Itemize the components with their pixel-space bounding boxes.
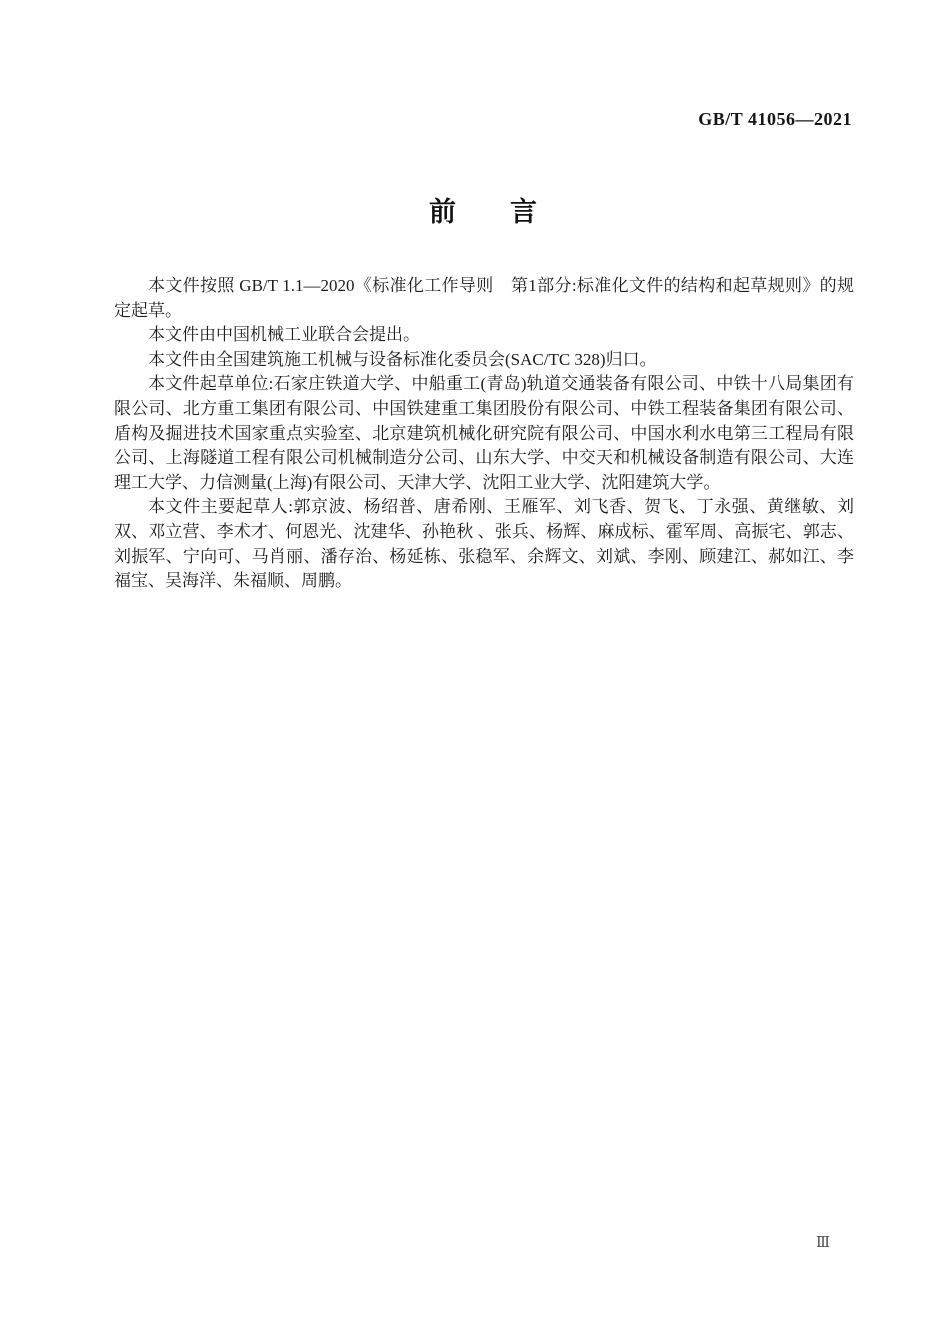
foreword-body [114,274,854,594]
standard-number: GB/T 41056—2021 [698,109,852,129]
foreword-paragraph-drafting-rules: 本文件按照 GB/T 1.1—2020《标准化工作导则 第1部分:标准化文件的结构和起草规则》的规定起草。 [114,276,854,320]
foreword-paragraph-drafting-organizations: 本文件起草单位:石家庄铁道大学、中船重工(青岛)轨道交通装备有限公司、中铁十八局集团有限公司、北方重工集团有限公司、中国铁建重工集团股份有限公司、中铁工程装备集团有限公司、盾构及掘进技术国家重点实验室、北京建筑机械化研究院有限公司、中国水利水电第三工程局有限公司、上海隧道工程有限公司机械制造分公司、山东大学、中交天和机械设备制造有限公司、大连理工大学、力信测量(上海)有限公司、天津大学、沈阳工业大学、沈阳建筑大学。 [114,374,854,492]
page-number: Ⅲ [816,1235,830,1251]
foreword-paragraph-main-drafters: 本文件主要起草人:郭京波、杨绍普、唐希刚、王雁军、刘飞香、贺飞、丁永强、黄继敏、刘双、邓立营、李术才、何恩光、沈建华、孙艳秋 、张兵、杨辉、麻成标、霍军周、高振宅、郭志、刘振军、宁向可、马肖丽、潘存治、杨延栋、张稳军、余辉文、刘斌、李刚、顾建江、郝如江、李福宝、吴海洋、朱福顺、周鹏。 [114,497,854,591]
foreword-title: 前 言 [429,197,537,227]
foreword-paragraph-committee: 本文件由全国建筑施工机械与设备标准化委员会(SAC/TC 328)归口。 [148,349,657,369]
foreword-paragraph-proposer: 本文件由中国机械工业联合会提出。 [148,325,420,345]
